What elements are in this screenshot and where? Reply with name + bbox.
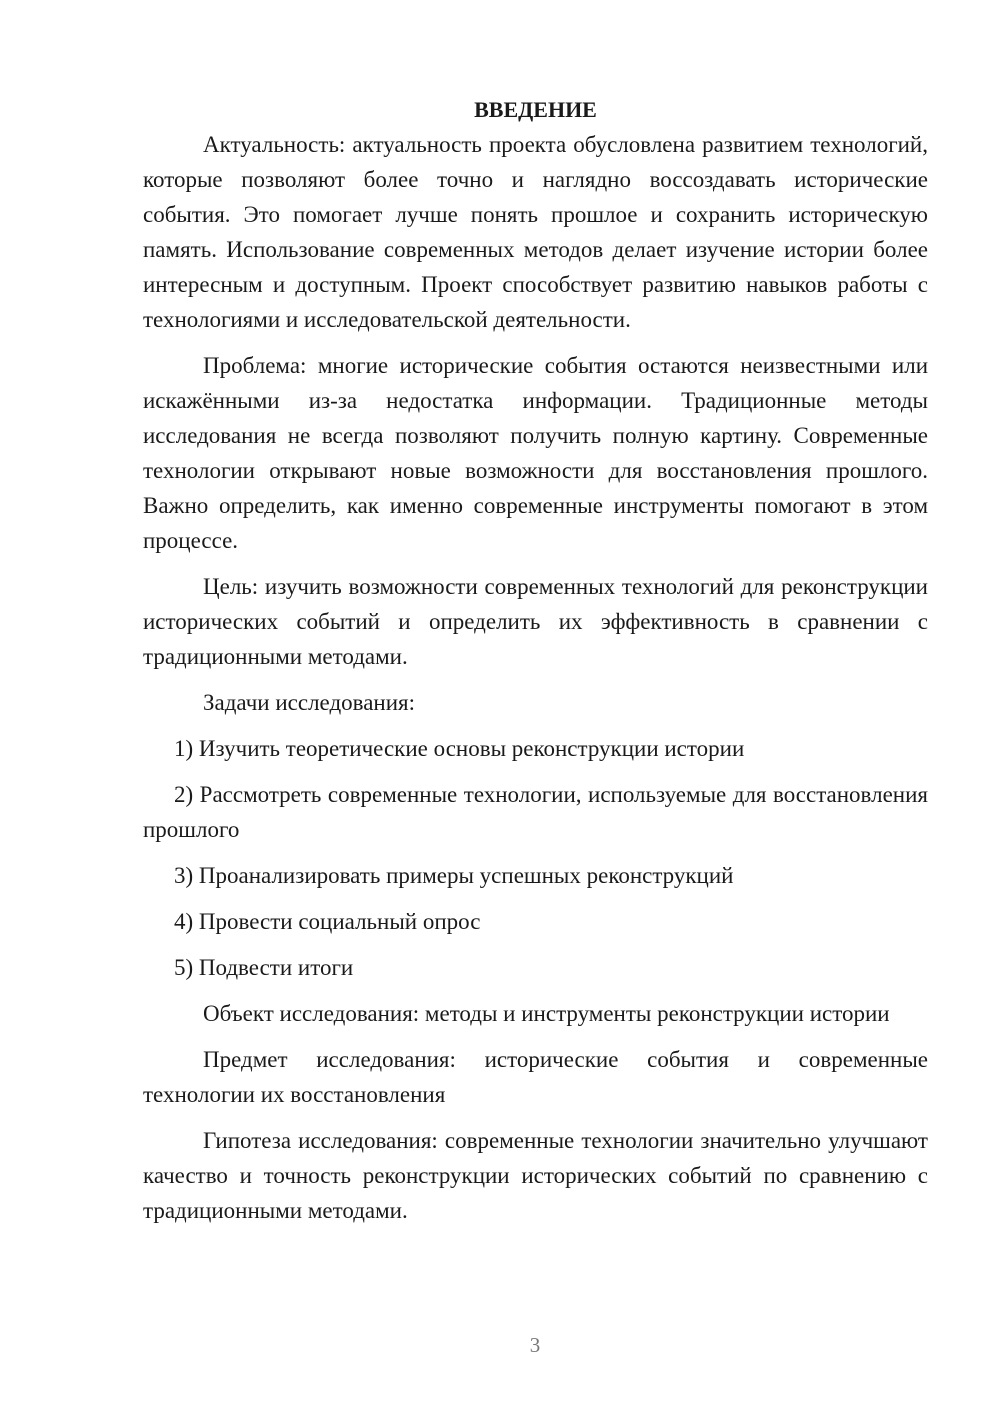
section-title: ВВЕДЕНИЕ — [474, 97, 597, 122]
task-item: 1) Изучить теоретические основы реконструкции истории — [174, 736, 745, 761]
task-item: 3) Проанализировать примеры успешных реконструкций — [174, 863, 734, 888]
goal-paragraph: Цель: изучить возможности современных технологий для реконструкции исторических событий и определить их эффективность в сравнении с традиционными методами. — [143, 574, 928, 669]
relevance-paragraph: Актуальность: актуальность проекта обусловлена развитием технологий, которые позволяют более точно и наглядно воссоздавать исторические события. Это помогает лучше понять прошлое и сохранить историческую память. Использование современных методов делает изучение истории более интересным и доступным. Проект способствует развитию навыков работы с технологиями и исследовательской деятельности. — [143, 132, 928, 332]
problem-paragraph: Проблема: многие исторические события остаются неизвестными или искажёнными из-за недостатка информации. Традиционные методы исследования не всегда позволяют получить полную картину. Современные технологии открывают новые возможности для восстановления прошлого. Важно определить, как именно современные инструменты помогают в этом процессе. — [143, 353, 928, 553]
task-item: 2) Рассмотреть современные технологии, используемые для восстановления прошлого — [143, 782, 928, 842]
hypothesis-paragraph: Гипотеза исследования: современные технологии значительно улучшают качество и точность реконструкции исторических событий по сравнению с традиционными методами. — [143, 1128, 928, 1223]
object-paragraph: Объект исследования: методы и инструменты реконструкции истории — [203, 1001, 890, 1026]
task-item: 5) Подвести итоги — [174, 955, 354, 980]
subject-paragraph: Предмет исследования: исторические события и современные технологии их восстановления — [143, 1047, 928, 1107]
tasks-heading: Задачи исследования: — [203, 690, 416, 715]
page-content — [143, 92, 928, 1239]
task-item: 4) Провести социальный опрос — [174, 909, 481, 934]
page-number: 3 — [529, 1333, 541, 1357]
